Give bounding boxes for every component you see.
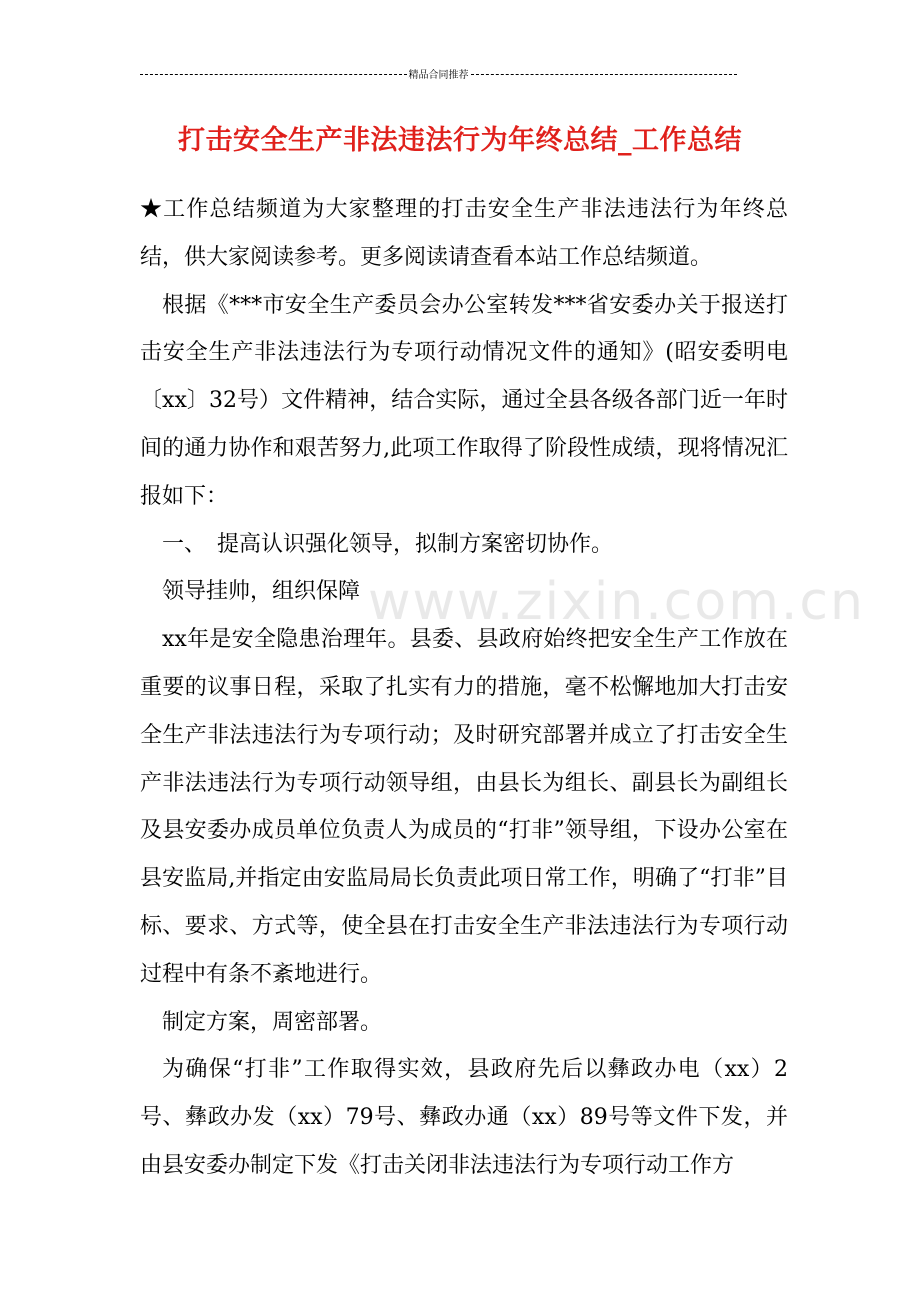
document-body [140, 186, 788, 1190]
header-rule-right [471, 74, 738, 75]
section-heading-1: 一、 提高认识强化领导，拟制方案密切协作。 [162, 531, 614, 557]
subheading-plan: 制定方案，周密部署。 [162, 1009, 383, 1035]
header-rule-left [140, 74, 407, 75]
paragraph-intro: ★工作总结频道为大家整理的打击安全生产非法违法行为年终总结，供大家阅读参考。更多阅读请查看本站工作总结频道。 [140, 197, 788, 270]
subheading-leadership: 领导挂帅，组织保障 [162, 579, 361, 605]
paragraph-leadership: xx年是安全隐患治理年。县委、县政府始终把安全生产工作放在重要的议事日程，采取了扎实有力的措施，毫不松懈地加大打击安全生产非法违法行为专项行动；及时研究部署并成立了打击安全生产非法违法行为专项行动领导组，由县长为组长、副县长为副组长及县安委办成员单位负责人为成员的“打非”领导组，下设办公室在县安监局,并指定由安监局局长负责此项日常工作，明确了“打非”目标、要求、方式等，使全县在打击安全生产非法违法行为专项行动过程中有条不紊地进行。 [140, 627, 788, 987]
page-header [140, 66, 737, 81]
document-title: 打击安全生产非法违法行为年终总结_工作总结 [178, 125, 742, 156]
watermark: www.zixin.com.cn [368, 572, 865, 632]
header-label: 精品合同推荐 [408, 70, 469, 81]
paragraph-basis: 根据《***市安全生产委员会办公室转发***省安委办关于报送打击安全生产非法违法行为专项行动情况文件的通知》(昭安委明电〔xx〕32号）文件精神，结合实际，通过全县各级各部门近一年时间的通力协作和艰苦努力,此项工作取得了阶段性成绩，现将情况汇报如下： [140, 292, 788, 509]
paragraph-plan: 为确保“打非”工作取得实效，县政府先后以彝政办电（xx）2号、彝政办发（xx）79号、彝政办通（xx）89号等文件下发，并由县安委办制定下发《打击关闭非法违法行为专项行动工作方 [140, 1057, 788, 1178]
